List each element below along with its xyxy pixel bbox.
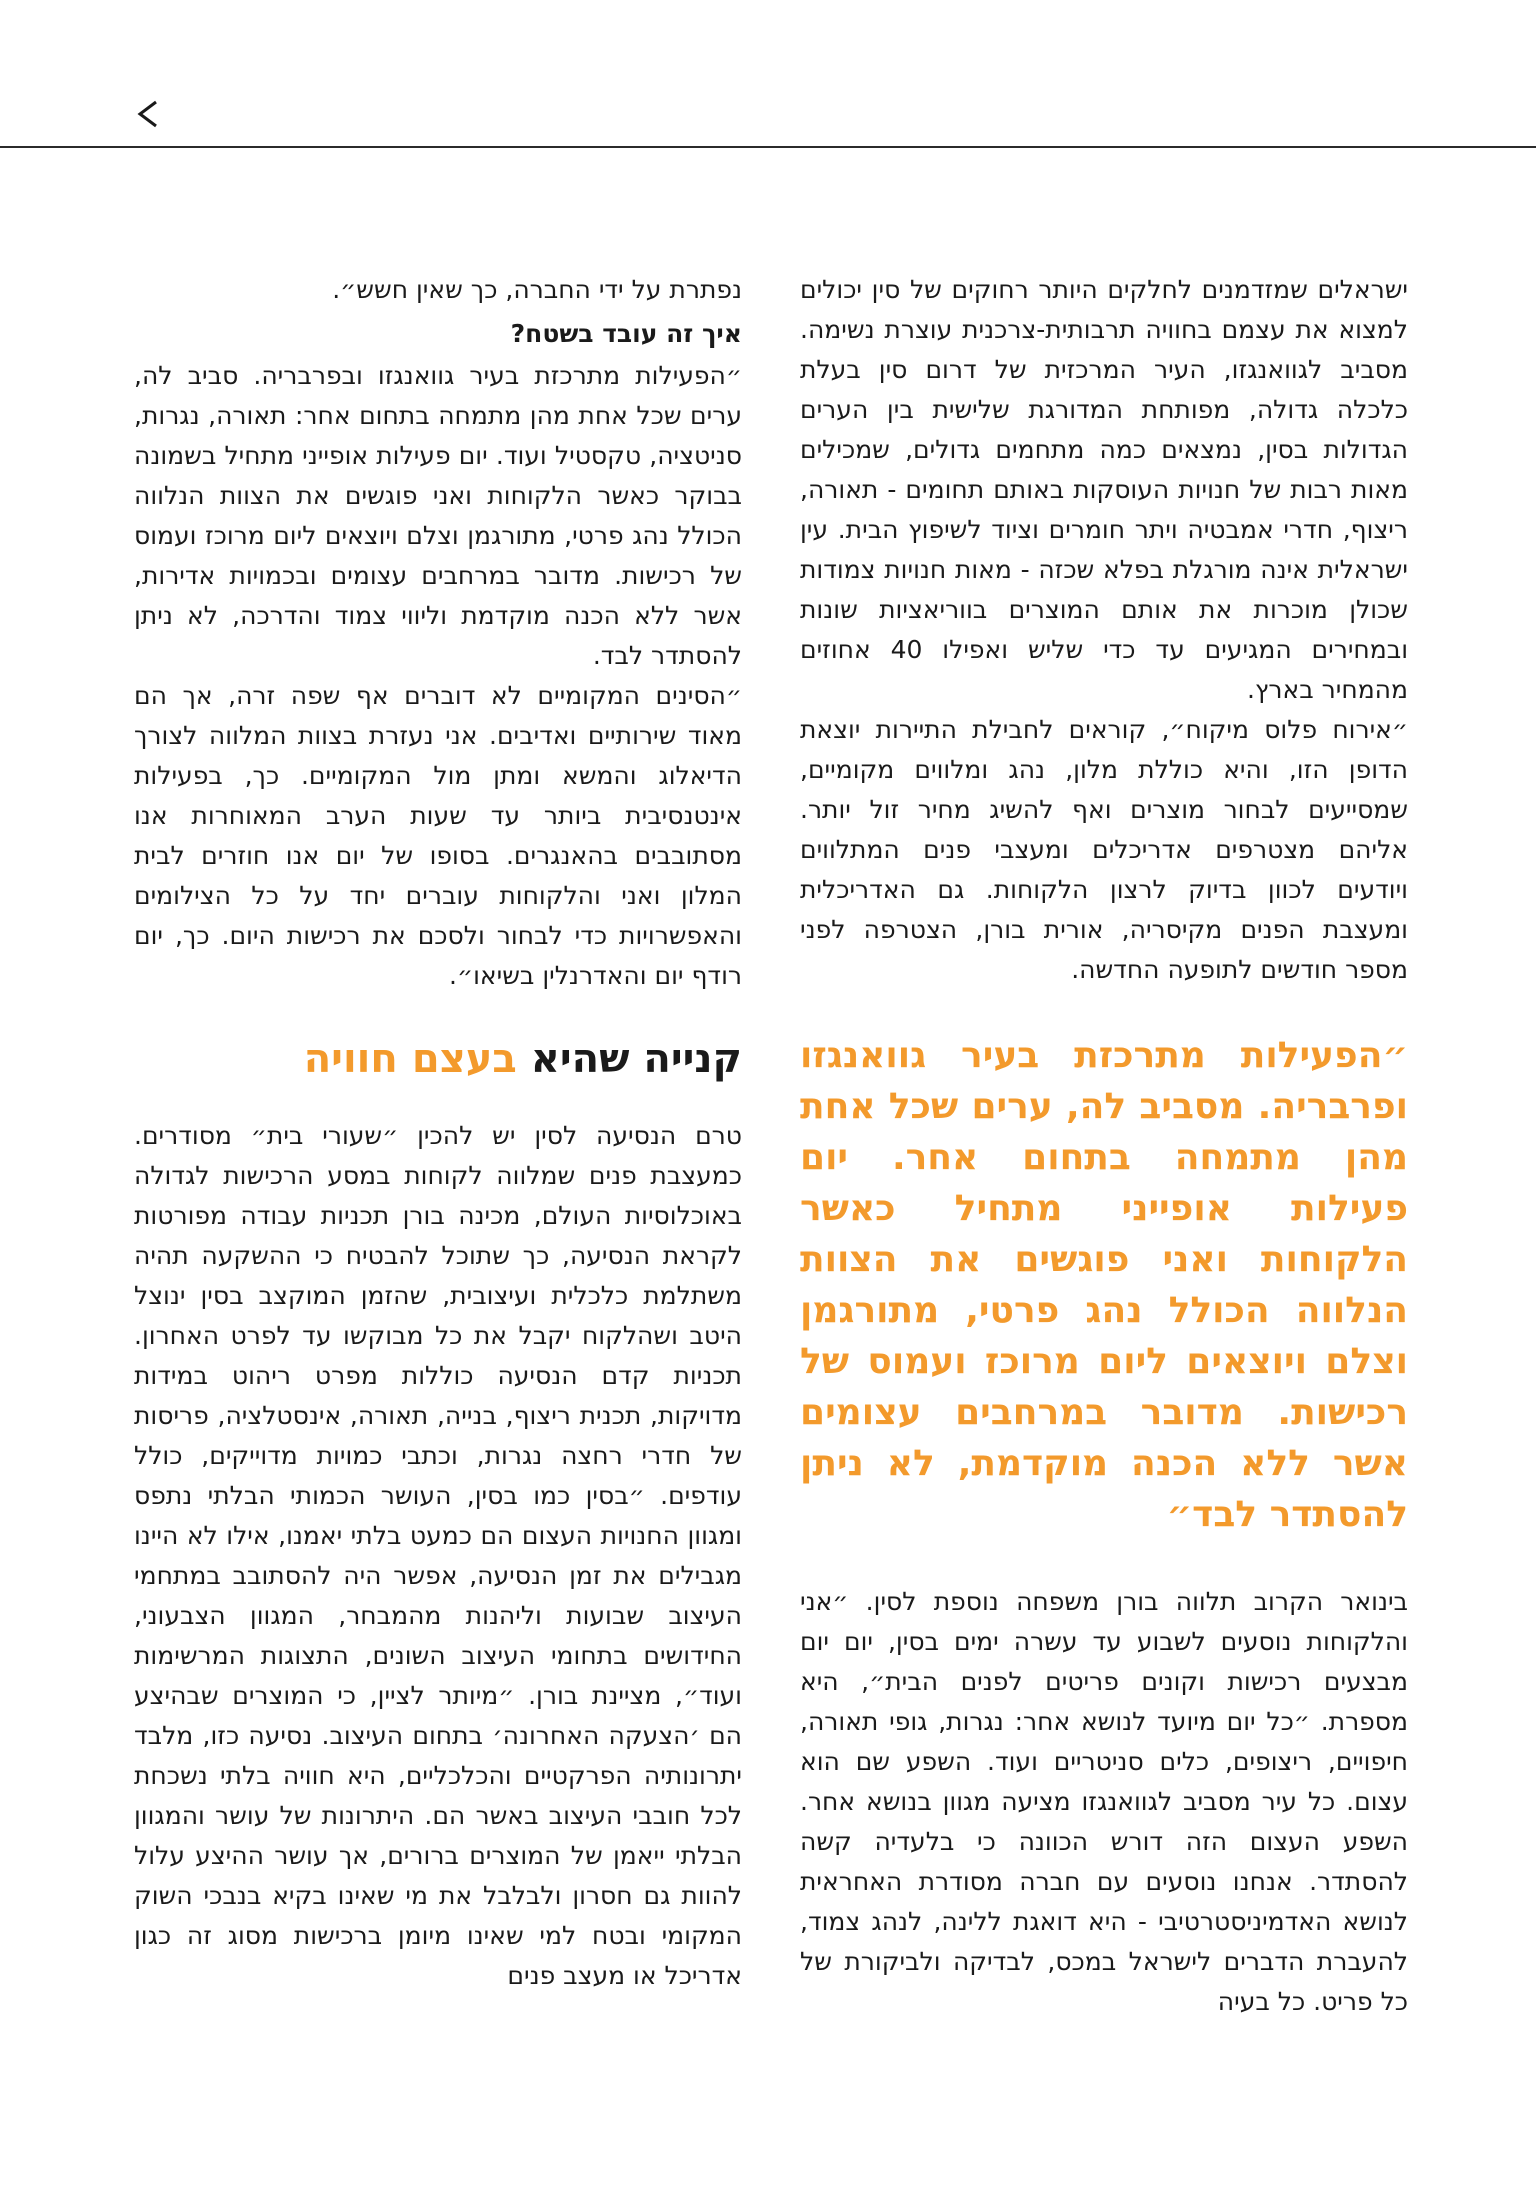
article-column-right <box>800 270 1408 2022</box>
header-divider <box>0 146 1536 148</box>
article-paragraph: נפתרת על ידי החברה, כך שאין חשש״. <box>332 275 742 304</box>
article-paragraph: ״אירוח פלוס מיקוח״, קוראים לחבילת התיירות יוצאת הדופן הזו, והיא כוללת מלון, נהג ומלווים מקומיים, שמסייעים לבחור מוצרים ואף להשיג מחיר זול יותר. אליהם מצטרפים אדריכלים ומעצבי פנים המתלווים ויודעים לכוון בדיוק לרצון הלקוחות. גם האדריכלית ומעצבת הפנים מקיסריה, אורית בורן, הצטרפה לפני מספר חודשים לתופעה החדשה. <box>800 715 1408 984</box>
chevron-left-icon <box>130 96 166 132</box>
subheading: איך זה עובד בשטח? <box>510 319 742 348</box>
top-bar <box>0 0 1536 150</box>
article-paragraph: טרם הנסיעה לסין יש להכין ״שעורי בית״ מסודרים. כמעצבת פנים שמלווה לקוחות במסע הרכישות לגדולה באוכלוסיות העולם, מכינה בורן תכניות עבודה מפורטות לקראת הנסיעה, כך שתוכל להבטיח כי ההשקעה תהיה משתלמת כלכלית ועיצובית, שהזמן המוקצב בסין ינוצל היטב ושהלקוח יקבל את כל מבוקשו עד לפרט האחרון. תכניות קדם הנסיעה כוללות מפרט ריהוט במידות מדויקות, תכנית ריצוף, בנייה, תאורה, אינסטלציה, פריסות של חדרי רחצה נגרות, וכתבי כמויות מדוייקים, כולל עודפים. ״בסין כמו בסין, העושר הכמותי הבלתי נתפס ומגוון החנויות העצום הם כמעט בלתי יאמנו, אילו לא היינו מגבילים את זמן הנסיעה, אפשר היה להסתובב במתחמי העיצוב שבועות וליהנות מהמבחר, המגוון הצבעוני, החידושים בתחומי העיצוב השונים, התצוגות המרשימות ועוד״, מציינת בורן. ״מיותר לציין, כי המוצרים שבהיצע הם ׳הצעקה האחרונה׳ בתחום העיצוב. נסיעה כזו, מלבד יתרונותיה הפרקטיים והכלכליים, היא חוויה בלתי נשכחת לכל חובבי העיצוב באשר הם. היתרונות של עושר והמגוון הבלתי ייאמן של המוצרים ברורים, אך עושר ההיצע עלול להוות גם חסרון ולבלבל את מי שאינו בקיא בנבכי השוק המקומי ובטח למי שאינו מיומן ברכישות מסוג זה כגון אדריכל או מעצב פנים <box>134 1121 742 1990</box>
section-title <box>134 1034 742 1084</box>
section-title-accent: בעצם חוויה <box>303 1036 517 1082</box>
section-title-main: קנייה שהיא <box>530 1036 742 1082</box>
article-paragraph: ״הפעילות מתרכזת בעיר גוואנגזו ובפרבריה. סביב לה, ערים שכל אחת מהן מתמחה בתחום אחר: תאורה, נגרות, סניטציה, טקסטיל ועוד. יום פעילות אופייני מתחיל בשמונה בבוקר כאשר הלקוחות ואני פוגשים את הצוות הנלווה הכולל נהג פרטי, מתורגמן וצלם ויוצאים ליום מרוכז ועמוס של רכישות. מדובר במרחבים עצומים ובכמויות אדירות, אשר ללא הכנה מוקדמת וליווי צמוד והדרכה, לא ניתן להסתדר לבד. <box>134 361 742 670</box>
pull-quote: ״הפעילות מתרכזת בעיר גוואנגזו ופרבריה. מסביב לה, ערים שכל אחת מהן מתמחה בתחום אחר. יום פעילות אופייני מתחיל כאשר הלקוחות ואני פוגשים את הצוות הנלווה הכולל נהג פרטי, מתורגמן וצלם ויוצאים ליום מרוכז ועמוס של רכישות. מדובר במרחבים עצומים אשר ללא הכנה מוקדמת, לא ניתן להסתדר לבד״ <box>800 1035 1408 1535</box>
back-button[interactable] <box>130 96 166 132</box>
article-paragraph: בינואר הקרוב תלווה בורן משפחה נוספת לסין. ״אני והלקוחות נוסעים לשבוע עד עשרה ימים בסין, יום יום מבצעים רכישות וקונים פריטים לפנים הבית״, היא מספרת. ״כל יום מיועד לנושא אחר: נגרות, גופי תאורה, חיפויים, ריצופים, כלים סניטריים ועוד. השפע שם הוא עצום. כל עיר מסביב לגוואנגזו מציעה מגוון בנושא אחר. השפע העצום הזה דורש הכוונה כי בלעדיה קשה להסתדר. אנחנו נוסעים עם חברה מסודרת האחראית לנושא האדמיניסטרטיבי - היא דואגת ללינה, לנהג צמוד, להעברת הדברים לישראל במכס, לבדיקה ולביקורת של כל פריט. כל בעיה <box>800 1587 1408 2016</box>
article-paragraph: ישראלים שמזדמנים לחלקים היותר רחוקים של סין יכולים למצוא את עצמם בחוויה תרבותית-צרכנית עוצרת נשימה. מסביב לגוואנגזו, העיר המרכזית של דרום סין בעלת כלכלה גדולה, מפותחת המדורגת שלישית בין הערים הגדולות בסין, נמצאים כמה מתחמים גדולים, שמכילים מאות רבות של חנויות העוסקות באותם תחומים - תאורה, ריצוף, חדרי אמבטיה ויתר חומרים וציוד לשיפוץ הבית. עין ישראלית אינה מורגלת בפלא שכזה - מאות חנויות צמודות שכולן מוכרות את אותם המוצרים בווריאציות שונות ובמחירים המגיעים עד כדי שליש ואפילו 40 אחוזים מהמחיר בארץ. <box>800 275 1409 704</box>
article-column-left <box>134 270 742 1996</box>
article-paragraph: ״הסינים המקומיים לא דוברים אף שפה זרה, אך הם מאוד שירותיים ואדיבים. אני נעזרת בצוות המלווה לצורך הדיאלוג והמשא ומתן מול המקומיים. כך, בפעילות אינטנסיבית ביותר עד שעות הערב המאוחרות אנו מסתובבים בהאנגרים. בסופו של יום אנו חוזרים לבית המלון ואני והלקוחות עוברים יחד על כל הצילומים והאפשרויות כדי לבחור ולסכם את רכישות היום. כך, יום רודף יום והאדרנלין בשיאו״. <box>134 681 742 990</box>
